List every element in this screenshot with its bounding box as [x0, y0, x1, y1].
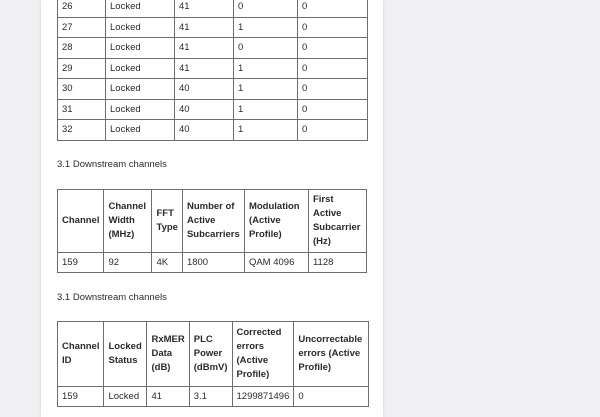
- table-cell: 28: [58, 38, 106, 59]
- table-cell: 1: [234, 99, 298, 120]
- table-cell: Locked: [106, 120, 175, 141]
- table-cell: 0: [298, 38, 368, 59]
- table-cell: Locked: [106, 17, 175, 38]
- table-cell: QAM 4096: [244, 253, 308, 273]
- column-header: Channel: [58, 190, 104, 253]
- table-cell: 3.1: [189, 387, 232, 407]
- table-cell: 1: [234, 79, 298, 100]
- table-cell: Locked: [106, 38, 175, 59]
- table-cell: 41: [147, 387, 189, 407]
- table-header-row: [58, 322, 369, 387]
- column-header: Uncorrectable errors (Active Profile): [294, 322, 369, 387]
- table-cell: Locked: [104, 387, 147, 407]
- table-cell: 159: [58, 387, 104, 407]
- table-cell: 1: [234, 17, 298, 38]
- column-header: Modulation (Active Profile): [244, 190, 308, 253]
- column-header: Channel ID: [58, 322, 104, 387]
- downstream-lock-table: [57, 0, 368, 141]
- table-cell: 92: [104, 253, 152, 273]
- table-cell: 41: [175, 38, 234, 59]
- table-cell: 41: [175, 17, 234, 38]
- table-cell: 0: [234, 0, 298, 17]
- table-header-row: [58, 190, 367, 253]
- table-cell: 4K: [152, 253, 182, 273]
- table-cell: Locked: [106, 79, 175, 100]
- table-cell: 159: [58, 253, 104, 273]
- table-cell: 0: [234, 38, 298, 59]
- table-cell: 40: [175, 79, 234, 100]
- table-cell: 40: [175, 120, 234, 141]
- table-cell: 0: [298, 120, 368, 141]
- table-cell: 0: [294, 387, 369, 407]
- downstream-ofdm-table: [57, 189, 367, 273]
- table-cell: 0: [298, 79, 368, 100]
- table-cell: Locked: [106, 99, 175, 120]
- table-row: [58, 99, 368, 120]
- column-header: Channel Width (MHz): [104, 190, 152, 253]
- table-cell: 1: [234, 120, 298, 141]
- table-row: [58, 58, 368, 79]
- column-header: PLC Power (dBmV): [189, 322, 232, 387]
- column-header: First Active Subcarrier (Hz): [308, 190, 366, 253]
- column-header: FFT Type: [152, 190, 182, 253]
- section-caption: 3.1 Downstream channels: [57, 292, 167, 303]
- table-cell: 27: [58, 17, 106, 38]
- downstream-errors-table: [57, 321, 369, 407]
- column-header: RxMER Data (dB): [147, 322, 189, 387]
- table-cell: 0: [298, 99, 368, 120]
- column-header: Locked Status: [104, 322, 147, 387]
- table-cell: 29: [58, 58, 106, 79]
- table-row: [58, 79, 368, 100]
- table-cell: 30: [58, 79, 106, 100]
- column-header: Number of Active Subcarriers: [182, 190, 244, 253]
- table-row: [58, 120, 368, 141]
- table-row: [58, 17, 368, 38]
- table-cell: 31: [58, 99, 106, 120]
- table-row: [58, 387, 369, 407]
- table-row: [58, 0, 368, 17]
- section-caption: 3.1 Downstream channels: [57, 159, 167, 170]
- table-row: [58, 253, 367, 273]
- table-cell: 1800: [182, 253, 244, 273]
- table-cell: Locked: [106, 58, 175, 79]
- table-cell: 32: [58, 120, 106, 141]
- table-cell: 1128: [308, 253, 366, 273]
- table-row: [58, 38, 368, 59]
- table-cell: 0: [298, 0, 368, 17]
- table-cell: 41: [175, 58, 234, 79]
- column-header: Corrected errors (Active Profile): [232, 322, 294, 387]
- table-cell: 26: [58, 0, 106, 17]
- table-cell: 40: [175, 99, 234, 120]
- table-cell: Locked: [106, 0, 175, 17]
- table-cell: 1299871496: [232, 387, 294, 407]
- table-cell: 41: [175, 0, 234, 17]
- table-cell: 0: [298, 58, 368, 79]
- table-cell: 1: [234, 58, 298, 79]
- table-cell: 0: [298, 17, 368, 38]
